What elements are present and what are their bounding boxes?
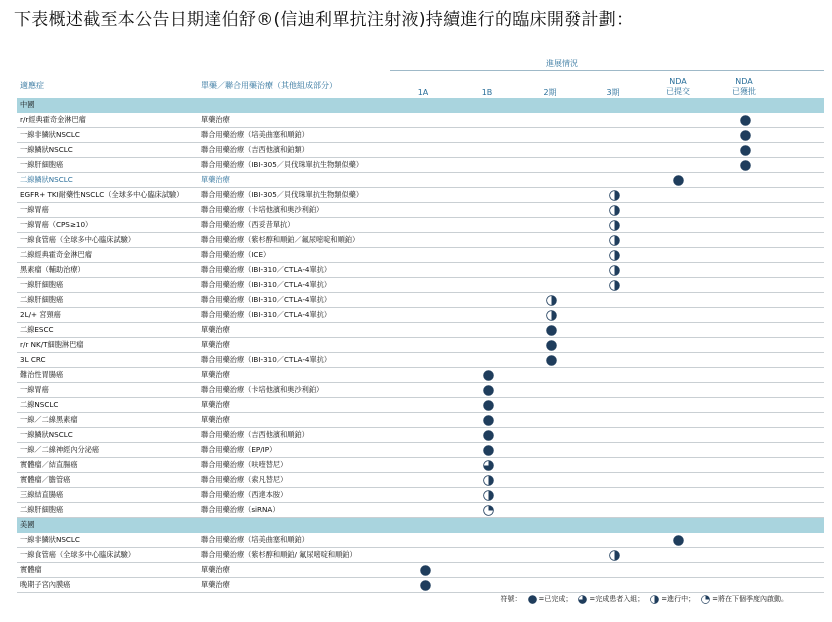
three-quarter-circle-icon	[578, 595, 587, 604]
therapy-cell: 聯合用藥治療（IBI-310／CTLA-4單抗）	[201, 295, 332, 304]
table-row	[17, 323, 824, 338]
status-done-icon	[483, 370, 494, 381]
status-planned-icon	[483, 505, 494, 516]
status-done-icon	[483, 415, 494, 426]
table-row	[17, 353, 824, 368]
header-phase-3: 3期	[606, 88, 620, 97]
pipeline-table	[12, 48, 824, 608]
indication-cell: 二線NSCLC	[20, 400, 59, 409]
status-ongoing-icon	[609, 265, 620, 276]
therapy-cell: 聯合用藥治療（IBI-310／CTLA-4單抗）	[201, 310, 332, 319]
indication-cell: 一線胃癌	[20, 385, 49, 394]
therapy-cell: 單藥治療	[201, 415, 230, 424]
table-row	[17, 473, 824, 488]
table-row	[17, 158, 824, 173]
header-phase-1b: 1B	[481, 88, 493, 97]
status-ongoing-icon	[546, 295, 557, 306]
half-circle-icon	[650, 595, 659, 604]
indication-cell: 一線鱗狀NSCLC	[20, 430, 73, 439]
therapy-cell: 聯合用藥治療（EP/IP）	[201, 445, 277, 454]
status-ongoing-icon	[609, 220, 620, 231]
table-row	[17, 443, 824, 458]
therapy-cell: 聯合用藥治療（siRNA）	[201, 505, 280, 514]
table-row	[17, 533, 824, 548]
indication-cell: 難治性胃腸癌	[20, 370, 64, 379]
table-row	[17, 113, 824, 128]
indication-cell: 二線肝細胞癌	[20, 505, 64, 514]
indication-cell: 一線胃癌	[20, 205, 49, 214]
table-row	[17, 263, 824, 278]
indication-cell: 一線胃癌（CPS≥10）	[20, 220, 93, 229]
indication-cell: 晚期子宮內膜癌	[20, 580, 71, 589]
status-done-icon	[420, 565, 431, 576]
therapy-cell: 聯合用藥治療（索凡替尼）	[201, 475, 288, 484]
status-ongoing-icon	[609, 250, 620, 261]
region-label: 中國	[20, 100, 35, 109]
indication-cell: EGFR+ TKI耐藥性NSCLC（全球多中心臨床試驗）	[20, 190, 184, 199]
therapy-cell: 單藥治療	[201, 370, 230, 379]
therapy-cell: 聯合用藥治療（吉西他濱和順鉑）	[201, 430, 309, 439]
status-done-icon	[673, 175, 684, 186]
table-row	[17, 368, 824, 383]
indication-cell: 黑素瘤（輔助治療）	[20, 265, 85, 274]
table-row	[17, 578, 824, 593]
status-done-icon	[740, 115, 751, 126]
full-circle-icon	[528, 595, 537, 604]
therapy-cell: 聯合用藥治療（培美曲塞和順鉑）	[201, 130, 309, 139]
table-row	[17, 128, 824, 143]
therapy-cell: 聯合用藥治療（IBI-305／貝伐珠單抗生物類似藥）	[201, 190, 364, 199]
region-label: 美國	[20, 520, 35, 529]
therapy-cell: 單藥治療	[201, 565, 230, 574]
indication-cell: 一線食管癌（全球多中心臨床試驗）	[20, 235, 136, 244]
table-row	[17, 308, 824, 323]
indication-cell: 二線ESCC	[20, 325, 54, 334]
legend-ongoing: =進行中；	[650, 593, 695, 605]
status-ongoing-icon	[546, 310, 557, 321]
status-done-icon	[546, 355, 557, 366]
indication-cell: 一線肝細胞癌	[20, 160, 64, 169]
table-row	[17, 248, 824, 263]
indication-cell: r/r經典霍奇金淋巴瘤	[20, 115, 86, 124]
status-done-icon	[740, 160, 751, 171]
indication-cell: 實體瘤／膽管癌	[20, 475, 71, 484]
status-done-icon	[546, 325, 557, 336]
table-row	[17, 398, 824, 413]
therapy-cell: 聯合用藥治療（IBI-305／貝伐珠單抗生物類似藥）	[201, 160, 364, 169]
legend-prefix: 符號：	[500, 595, 522, 603]
header-indication: 適應症	[20, 81, 44, 90]
indication-cell: 一線／二線黑素瘤	[20, 415, 78, 424]
indication-cell: 二線肝細胞癌	[20, 295, 64, 304]
table-row	[17, 293, 824, 308]
status-done-icon	[483, 445, 494, 456]
page-title: 下表概述截至本公告日期達伯舒®(信迪利單抗注射液)持續進行的臨床開發計劃：	[14, 10, 634, 30]
therapy-cell: 單藥治療	[201, 115, 230, 124]
status-done-icon	[483, 400, 494, 411]
indication-cell: 實體瘤	[20, 565, 42, 574]
table-row	[17, 203, 824, 218]
header-phase-2: 2期	[543, 88, 557, 97]
region-header	[17, 518, 824, 533]
legend-enrolled: =完成患者入組；	[578, 593, 644, 605]
table-row	[17, 548, 824, 563]
table-row	[17, 218, 824, 233]
status-done-icon	[420, 580, 431, 591]
table-row	[17, 233, 824, 248]
table-row	[17, 458, 824, 473]
therapy-cell: 聯合用藥治療（卡培他濱和奧沙利鉑）	[201, 385, 324, 394]
therapy-cell: 聯合用藥治療（西達本胺）	[201, 490, 288, 499]
therapy-cell: 聯合用藥治療（卡培他濱和奧沙利鉑）	[201, 205, 324, 214]
status-ongoing-icon	[483, 475, 494, 486]
therapy-cell: 聯合用藥治療（呋喹替尼）	[201, 460, 288, 469]
status-done-icon	[673, 535, 684, 546]
indication-cell: 實體瘤／結直腸癌	[20, 460, 78, 469]
therapy-cell: 聯合用藥治療（培美曲塞和順鉑）	[201, 535, 309, 544]
status-done-icon	[483, 385, 494, 396]
table-row	[17, 413, 824, 428]
indication-cell: 二線經典霍奇金淋巴瘤	[20, 250, 92, 259]
header-nda-approved: NDA 已獲批	[732, 77, 756, 96]
indication-cell: 一線／二線神經內分泌癌	[20, 445, 100, 454]
status-ongoing-icon	[483, 490, 494, 501]
table-row	[17, 428, 824, 443]
table-row	[17, 173, 824, 188]
status-done-icon	[740, 130, 751, 141]
status-done-icon	[740, 145, 751, 156]
table-header	[12, 48, 824, 98]
header-phase-1a: 1A	[417, 88, 429, 97]
indication-cell: 3L CRC	[20, 355, 46, 364]
indication-cell: 一線食管癌（全球多中心臨床試驗）	[20, 550, 136, 559]
therapy-cell: 聯合用藥治療（ICE）	[201, 250, 271, 259]
header-progress: 進展情況	[546, 59, 578, 68]
legend	[501, 593, 789, 605]
indication-cell: 三線結直腸癌	[20, 490, 64, 499]
status-ongoing-icon	[609, 190, 620, 201]
therapy-cell: 聯合用藥治療（紫杉醇和順鉑/ 氟尿嘧啶和順鉑）	[201, 550, 357, 559]
therapy-cell: 聯合用藥治療（紫杉醇和順鉑／氟尿嘧啶和順鉑）	[201, 235, 360, 244]
table-row	[17, 278, 824, 293]
indication-cell: 一線鱗狀NSCLC	[20, 145, 73, 154]
indication-cell: r/r NK/T細胞淋巴瘤	[20, 340, 84, 349]
therapy-cell: 單藥治療	[201, 325, 230, 334]
therapy-cell: 單藥治療	[201, 580, 230, 589]
quarter-circle-icon	[701, 595, 710, 604]
status-ongoing-icon	[609, 205, 620, 216]
header-nda-submitted: NDA 已提交	[666, 77, 690, 96]
status-enrolled-icon	[483, 460, 494, 471]
table-row	[17, 338, 824, 353]
legend-planned: =將在下個季度內啟動。	[701, 593, 788, 605]
region-header	[17, 98, 824, 113]
table-row	[17, 503, 824, 518]
indication-cell: 一線非鱗狀NSCLC	[20, 535, 80, 544]
table-row	[17, 383, 824, 398]
therapy-cell: 聯合用藥治療（IBI-310／CTLA-4單抗）	[201, 280, 332, 289]
indication-cell: 2L/+ 宮頸癌	[20, 310, 61, 319]
table-row	[17, 563, 824, 578]
status-done-icon	[546, 340, 557, 351]
table-row	[17, 143, 824, 158]
therapy-cell: 聯合用藥治療（IBI-310／CTLA-4單抗）	[201, 355, 332, 364]
therapy-cell: 單藥治療	[201, 340, 230, 349]
therapy-cell: 聯合用藥治療（吉西他濱和鉑類）	[201, 145, 309, 154]
header-therapy: 單藥／聯合用藥治療（其他組成部分）	[201, 81, 337, 90]
status-ongoing-icon	[609, 235, 620, 246]
therapy-cell: 單藥治療	[201, 400, 230, 409]
table-row	[17, 488, 824, 503]
indication-cell: 一線肝細胞癌	[20, 280, 64, 289]
status-ongoing-icon	[609, 280, 620, 291]
header-divider	[390, 70, 824, 71]
therapy-cell: 單藥治療	[201, 175, 230, 184]
status-ongoing-icon	[609, 550, 620, 561]
status-done-icon	[483, 430, 494, 441]
indication-cell: 二線鱗狀NSCLC	[20, 175, 73, 184]
indication-cell: 一線非鱗狀NSCLC	[20, 130, 80, 139]
therapy-cell: 聯合用藥治療（西妥昔單抗）	[201, 220, 295, 229]
therapy-cell: 聯合用藥治療（IBI-310／CTLA-4單抗）	[201, 265, 332, 274]
table-row	[17, 188, 824, 203]
legend-done: =已完成；	[528, 593, 573, 605]
